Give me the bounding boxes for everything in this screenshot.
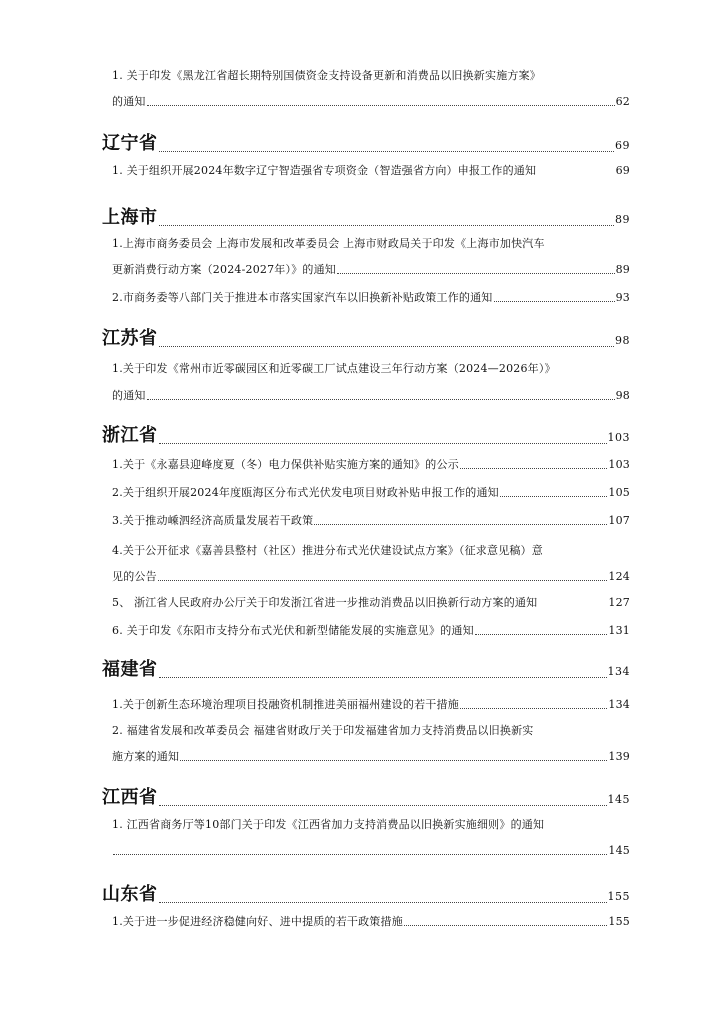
toc-section-heading[interactable] [102, 133, 630, 157]
dot-leader [159, 346, 615, 347]
page-number: 155 [608, 915, 630, 928]
dot-leader [404, 925, 607, 926]
entry-title: 1.上海市商务委员会 上海市发展和改革委员会 上海市财政局关于印发《上海市加快汽车 [112, 237, 545, 250]
toc-entry[interactable] [112, 514, 630, 528]
toc-entry[interactable] [112, 596, 630, 610]
entry-title: 的通知 [112, 389, 146, 402]
page-number: 107 [608, 514, 630, 527]
toc-section-heading[interactable] [102, 425, 630, 449]
toc-section-heading[interactable] [102, 787, 630, 811]
toc-entry[interactable] [112, 263, 630, 277]
page-number: 93 [615, 291, 630, 304]
toc-entry[interactable] [112, 844, 630, 858]
section-title: 福建省 [102, 659, 158, 680]
page-number: 103 [608, 458, 630, 471]
entry-title: 1.关于创新生态环境治理项目投融资机制推进美丽福州建设的若干措施 [112, 698, 459, 711]
page-number: 155 [607, 890, 630, 903]
page-number: 124 [608, 570, 630, 583]
entry-title: 1.关于《永嘉县迎峰度夏（冬）电力保供补贴实施方案的通知》的公示 [112, 458, 459, 471]
toc-entry[interactable] [112, 698, 630, 712]
dot-leader [494, 301, 615, 302]
page-number: 89 [615, 213, 630, 226]
dot-leader [460, 468, 607, 469]
dot-leader [159, 677, 607, 678]
dot-leader [475, 634, 608, 635]
toc-entry[interactable] [112, 458, 630, 472]
toc-section-heading[interactable] [102, 207, 630, 231]
page-number: 127 [608, 596, 630, 609]
page-number: 98 [615, 334, 630, 347]
section-title: 辽宁省 [102, 133, 158, 154]
section-title: 浙江省 [102, 425, 158, 446]
dot-leader [159, 443, 607, 444]
page-number: 103 [607, 431, 630, 444]
entry-title: 更新消费行动方案（2024-2027年）》的通知 [112, 263, 337, 276]
page-number: 134 [607, 665, 630, 678]
page-number: 98 [615, 389, 630, 402]
toc-entry[interactable] [112, 164, 630, 178]
page-number: 62 [615, 95, 630, 108]
entry-title: 2.关于组织开展2024年度瓯海区分布式光伏发电项目财政补贴申报工作的通知 [112, 486, 499, 499]
entry-title: 1. 关于组织开展2024年数字辽宁智造强省专项资金（智造强省方向）申报工作的通知 [112, 164, 537, 177]
entry-title: 1. 江西省商务厅等10部门关于印发《江西省加力支持消费品以旧换新实施细则》的通知 [112, 818, 545, 831]
entry-title: 见的公告 [112, 570, 157, 583]
toc-entry[interactable] [112, 237, 630, 251]
section-title: 山东省 [102, 884, 158, 905]
section-title: 上海市 [102, 207, 158, 228]
toc-entry[interactable] [112, 291, 630, 305]
toc-entry[interactable] [112, 750, 630, 764]
dot-leader [180, 760, 607, 761]
dot-leader [314, 524, 607, 525]
entry-title: 2.市商务委等八部门关于推进本市落实国家汽车以旧换新补贴政策工作的通知 [112, 291, 493, 304]
dot-leader [147, 399, 615, 400]
toc-entry[interactable] [112, 724, 630, 738]
page-number: 105 [608, 486, 630, 499]
page-number: 131 [608, 624, 630, 637]
toc-entry[interactable] [112, 389, 630, 403]
toc-entry[interactable] [112, 544, 630, 558]
page-number: 145 [608, 844, 630, 857]
dot-leader [460, 708, 607, 709]
toc-section-heading[interactable] [102, 659, 630, 683]
toc-entry[interactable] [112, 486, 630, 500]
dot-leader [158, 580, 608, 581]
entry-title: 的通知 [112, 95, 146, 108]
entry-title: 施方案的通知 [112, 750, 180, 763]
dot-leader [337, 273, 615, 274]
entry-title: 1. 关于印发《黑龙江省超长期特别国债资金支持设备更新和消费品以旧换新实施方案》 [112, 69, 541, 82]
page-number: 69 [615, 164, 630, 177]
section-title: 江西省 [102, 787, 158, 808]
entry-title: 1.关于印发《常州市近零碳园区和近零碳工厂试点建设三年行动方案（2024—2026年）》 [112, 362, 556, 375]
page-number: 139 [608, 750, 630, 763]
toc-entry[interactable] [112, 69, 630, 83]
dot-leader [159, 805, 607, 806]
dot-leader [147, 105, 615, 106]
entry-title: 5、 浙江省人民政府办公厅关于印发浙江省进一步推动消费品以旧换新行动方案的通知 [112, 596, 538, 609]
page-number: 134 [608, 698, 630, 711]
toc-section-heading[interactable] [102, 884, 630, 908]
toc-entry[interactable] [112, 95, 630, 109]
page-number: 69 [615, 139, 630, 152]
entry-title: 6. 关于印发《东阳市支持分布式光伏和新型储能发展的实施意见》的通知 [112, 624, 474, 637]
dot-leader [159, 225, 615, 226]
entry-title: 1.关于进一步促进经济稳健向好、进中提质的若干政策措施 [112, 915, 403, 928]
page-number: 145 [607, 793, 630, 806]
dot-leader [113, 854, 607, 855]
dot-leader [500, 496, 608, 497]
page-number: 89 [615, 263, 630, 276]
toc-entry[interactable] [112, 570, 630, 584]
toc-entry[interactable] [112, 915, 630, 929]
dot-leader [159, 902, 607, 903]
toc-entry[interactable] [112, 362, 630, 376]
entry-title: 4.关于公开征求《嘉善县整村（社区）推进分布式光伏建设试点方案》（征求意见稿）意 [112, 544, 543, 557]
toc-section-heading[interactable] [102, 328, 630, 352]
toc-entry[interactable] [112, 624, 630, 638]
section-title: 江苏省 [102, 328, 158, 349]
dot-leader [159, 151, 615, 152]
entry-title: 2. 福建省发展和改革委员会 福建省财政厅关于印发福建省加力支持消费品以旧换新实 [112, 724, 534, 737]
entry-title: 3.关于推动嵊泗经济高质量发展若干政策 [112, 514, 314, 527]
toc-entry[interactable] [112, 818, 630, 832]
